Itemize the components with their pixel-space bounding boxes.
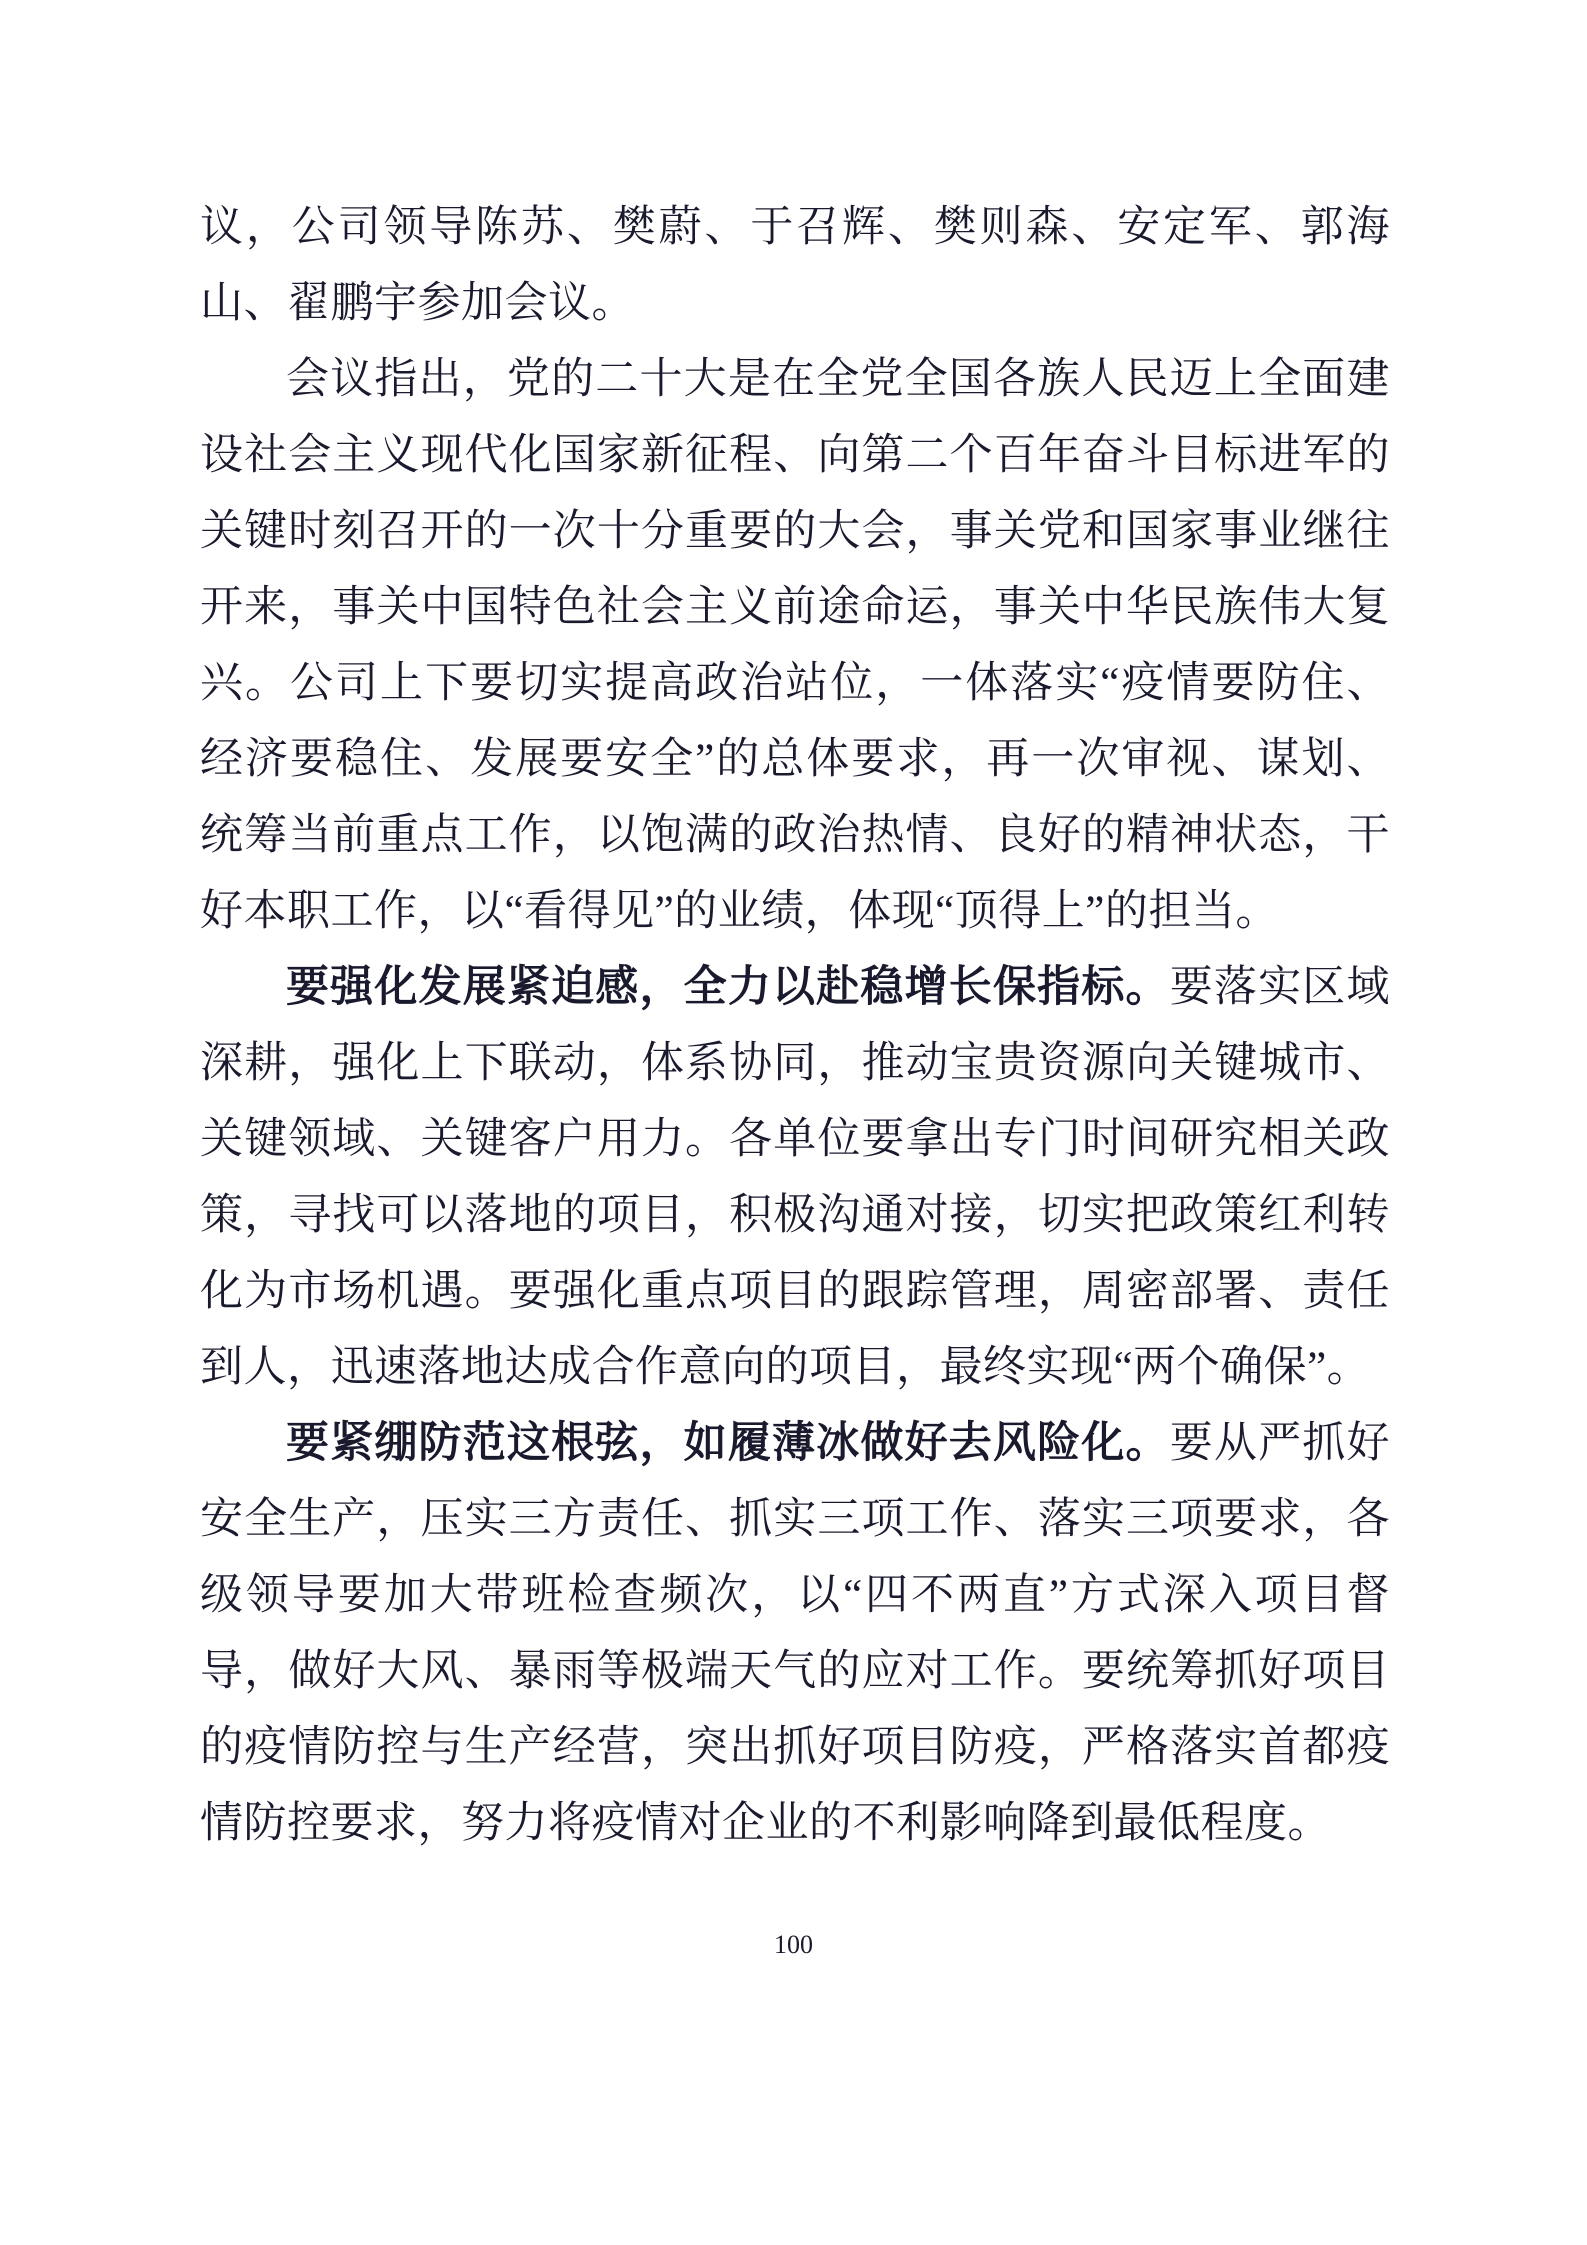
paragraph-risk	[200, 1406, 1390, 1862]
paragraph-continued	[200, 190, 1390, 342]
paragraph-text: 要落实区域深耕，强化上下联动，体系协同，推动宝贵资源向关键城市、关键领域、关键客户用力。各单位要拿出专门时间研究相关政策，寻找可以落地的项目，积极沟通对接，切实把政策红利转化为市场机遇。要强化重点项目的跟踪管理，周密部署、责任到人，迅速落地达成合作意向的项目，最终实现“两个确保”。	[200, 964, 1390, 1391]
paragraph-meeting-points	[200, 342, 1390, 950]
page-number: 100	[774, 1930, 813, 1959]
paragraph-text: 会议指出，党的二十大是在全党全国各族人民迈上全面建设社会主义现代化国家新征程、向第二个百年奋斗目标进军的关键时刻召开的一次十分重要的大会，事关党和国家事业继往开来，事关中国特色社会主义前途命运，事关中华民族伟大复兴。公司上下要切实提高政治站位，一体落实“疫情要防住、经济要稳住、发展要安全”的总体要求，再一次审视、谋划、统筹当前重点工作，以饱满的政治热情、良好的精神状态，干好本职工作，以“看得见”的业绩，体现“顶得上”的担当。	[200, 356, 1390, 935]
paragraph-lead: 要强化发展紧迫感，全力以赴稳增长保指标。	[286, 964, 1170, 1011]
paragraph-lead: 要紧绷防范这根弦，如履薄冰做好去风险化。	[286, 1420, 1170, 1467]
paragraph-text: 议，公司领导陈苏、樊蔚、于召辉、樊则森、安定军、郭海山、翟鹏宇参加会议。	[200, 204, 1390, 327]
paragraph-text: 要从严抓好安全生产，压实三方责任、抓实三项工作、落实三项要求，各级领导要加大带班检查频次，以“四不两直”方式深入项目督导，做好大风、暴雨等极端天气的应对工作。要统筹抓好项目的疫情防控与生产经营，突出抓好项目防疫，严格落实首都疫情防控要求，努力将疫情对企业的不利影响降到最低程度。	[200, 1420, 1390, 1847]
page-content	[200, 190, 1390, 1862]
paragraph-growth	[200, 950, 1390, 1406]
